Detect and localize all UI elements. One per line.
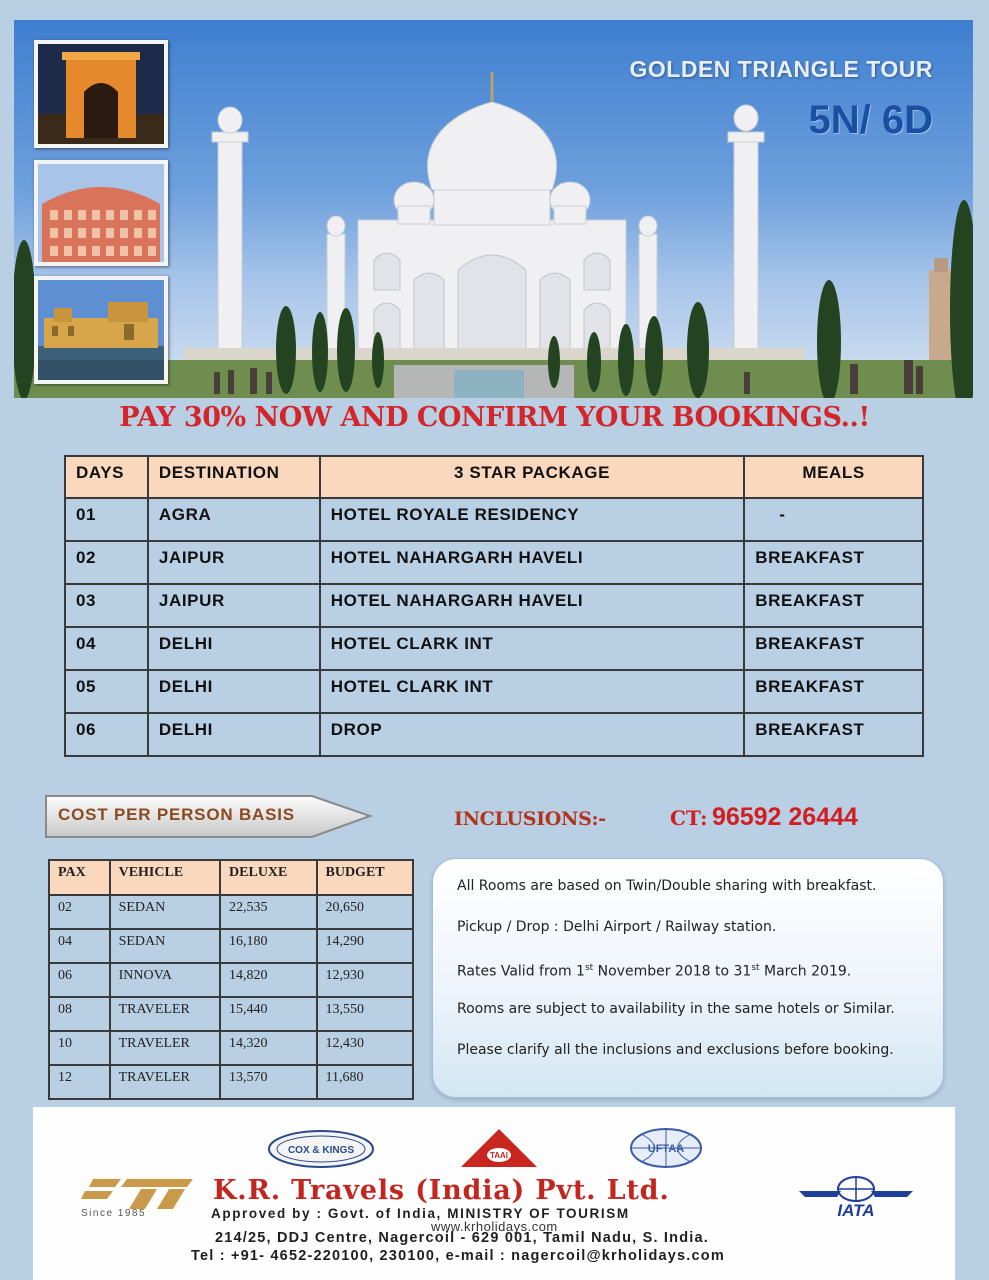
table-row: [65, 498, 923, 541]
rates-text-e: March 2019.: [759, 963, 852, 980]
table-row: [65, 627, 923, 670]
vehicle-cell: INNOVA: [110, 963, 220, 997]
pax-cell: 10: [49, 1031, 110, 1065]
day-cell: 06: [65, 713, 148, 756]
hotel-cell: HOTEL ROYALE RESIDENCY: [320, 498, 744, 541]
inclusion-item-rates: [457, 957, 925, 998]
meal-cell: -: [744, 498, 923, 541]
itinerary-header-row: [65, 456, 923, 498]
inclusion-item: Pickup / Drop : Delhi Airport / Railway station.: [457, 919, 777, 935]
vehicle-cell: SEDAN: [110, 929, 220, 963]
vehicle-cell: SEDAN: [110, 895, 220, 929]
hawa-mahal-image: [38, 164, 164, 262]
header-destination: DESTINATION: [148, 456, 320, 498]
table-row: [65, 584, 923, 627]
banner: [14, 20, 973, 398]
header-deluxe: DELUXE: [220, 860, 316, 895]
header-package: 3 STAR PACKAGE: [320, 456, 744, 498]
deluxe-cell: 15,440: [220, 997, 316, 1031]
budget-cell: 14,290: [317, 929, 414, 963]
table-row: [49, 997, 413, 1031]
destination-cell: DELHI: [148, 713, 320, 756]
meal-cell: BREAKFAST: [744, 627, 923, 670]
pax-cell: 12: [49, 1065, 110, 1099]
hotel-cell: HOTEL NAHARGARH HAVELI: [320, 584, 744, 627]
desert-fort-thumbnail: [34, 276, 168, 384]
day-cell: 01: [65, 498, 148, 541]
day-cell: 03: [65, 584, 148, 627]
table-row: [65, 541, 923, 584]
meal-cell: BREAKFAST: [744, 584, 923, 627]
rates-text-a: Rates Valid from 1: [457, 963, 585, 980]
since-year: Since 1985: [81, 1208, 147, 1219]
india-gate-image: [38, 44, 164, 144]
inclusion-item: Please clarify all the inclusions and exclusions before booking.: [457, 1042, 894, 1058]
taai-logo: [459, 1127, 539, 1169]
budget-cell: 11,680: [317, 1065, 414, 1099]
table-row: [49, 929, 413, 963]
kr-travels-logo: [81, 1177, 197, 1211]
tour-duration: 5N/ 6D: [808, 98, 933, 142]
inclusion-item: Rooms are subject to availability in the same hotels or Similar.: [457, 1001, 895, 1017]
deluxe-cell: 14,820: [220, 963, 316, 997]
inclusion-item: All Rooms are based on Twin/Double sharing with breakfast.: [457, 878, 877, 894]
day-cell: 05: [65, 670, 148, 713]
day-cell: 04: [65, 627, 148, 670]
tour-title: GOLDEN TRIANGLE TOUR: [629, 56, 933, 82]
cox-kings-logo: [267, 1129, 375, 1169]
header-meals: MEALS: [744, 456, 923, 498]
cox-kings-text: COX & KINGS: [287, 1145, 355, 1156]
header-pax: PAX: [49, 860, 110, 895]
vehicle-cell: TRAVELER: [110, 1031, 220, 1065]
india-gate-thumbnail: [34, 40, 168, 148]
contact-label: CT:: [670, 806, 708, 830]
table-row: [65, 713, 923, 756]
pax-cell: 08: [49, 997, 110, 1031]
header-vehicle: VEHICLE: [110, 860, 220, 895]
hotel-cell: HOTEL CLARK INT: [320, 670, 744, 713]
hotel-cell: HOTEL NAHARGARH HAVELI: [320, 541, 744, 584]
budget-cell: 12,430: [317, 1031, 414, 1065]
pax-cell: 06: [49, 963, 110, 997]
deluxe-cell: 22,535: [220, 895, 316, 929]
deluxe-cell: 14,320: [220, 1031, 316, 1065]
hawa-mahal-thumbnail: [34, 160, 168, 266]
budget-cell: 20,650: [317, 895, 414, 929]
vehicle-cell: TRAVELER: [110, 1065, 220, 1099]
budget-cell: 13,550: [317, 997, 414, 1031]
uftaa-text: UFTAA: [647, 1143, 685, 1155]
meal-cell: BREAKFAST: [744, 713, 923, 756]
pax-cell: 02: [49, 895, 110, 929]
taai-text: TAAI: [489, 1151, 509, 1160]
itinerary-table: [64, 455, 924, 757]
phone-number: 96592 26444: [711, 803, 858, 831]
destination-cell: DELHI: [148, 670, 320, 713]
cost-header-row: [49, 860, 413, 895]
telephone-email: Tel : +91- 4652-220100, 230100, e-mail : nagercoil@krholidays.com: [191, 1248, 725, 1264]
cost-label-text: COST PER PERSON BASIS: [58, 805, 295, 824]
approval-text: Approved by : Govt. of India, MINISTRY OF TOURISM: [211, 1206, 630, 1221]
hotel-cell: DROP: [320, 713, 744, 756]
address: 214/25, DDJ Centre, Nagercoil - 629 001, Tamil Nadu, S. India.: [215, 1230, 709, 1246]
table-row: [49, 1031, 413, 1065]
rates-text-c: November 2018 to 31: [593, 963, 752, 980]
iata-text: IATA: [837, 1201, 875, 1219]
cost-per-person-label: [44, 794, 374, 840]
budget-cell: 12,930: [317, 963, 414, 997]
rates-sup-2: st: [751, 963, 760, 973]
inclusions-box: [432, 858, 944, 1098]
vehicle-cell: TRAVELER: [110, 997, 220, 1031]
destination-cell: JAIPUR: [148, 584, 320, 627]
deluxe-cell: 16,180: [220, 929, 316, 963]
destination-cell: JAIPUR: [148, 541, 320, 584]
meal-cell: BREAKFAST: [744, 670, 923, 713]
desert-fort-image: [38, 280, 164, 380]
company-name: K.R. Travels (India) Pvt. Ltd.: [213, 1175, 670, 1206]
table-row: [49, 1065, 413, 1099]
uftaa-logo: [629, 1127, 703, 1169]
booking-headline: PAY 30% NOW AND CONFIRM YOUR BOOKINGS..!: [119, 402, 870, 433]
website-link[interactable]: www.krholidays.com: [431, 1219, 558, 1234]
destination-cell: AGRA: [148, 498, 320, 541]
pax-cell: 04: [49, 929, 110, 963]
header-budget: BUDGET: [317, 860, 414, 895]
footer: [33, 1107, 955, 1280]
deluxe-cell: 13,570: [220, 1065, 316, 1099]
header-days: DAYS: [65, 456, 148, 498]
cost-table: [48, 859, 414, 1100]
hotel-cell: HOTEL CLARK INT: [320, 627, 744, 670]
contact-number: [670, 803, 858, 832]
day-cell: 02: [65, 541, 148, 584]
table-row: [49, 895, 413, 929]
table-row: [65, 670, 923, 713]
inclusions-label: INCLUSIONS:-: [454, 808, 606, 830]
iata-logo: [797, 1175, 915, 1219]
destination-cell: DELHI: [148, 627, 320, 670]
meal-cell: BREAKFAST: [744, 541, 923, 584]
table-row: [49, 963, 413, 997]
rates-sup-1: st: [584, 963, 594, 973]
